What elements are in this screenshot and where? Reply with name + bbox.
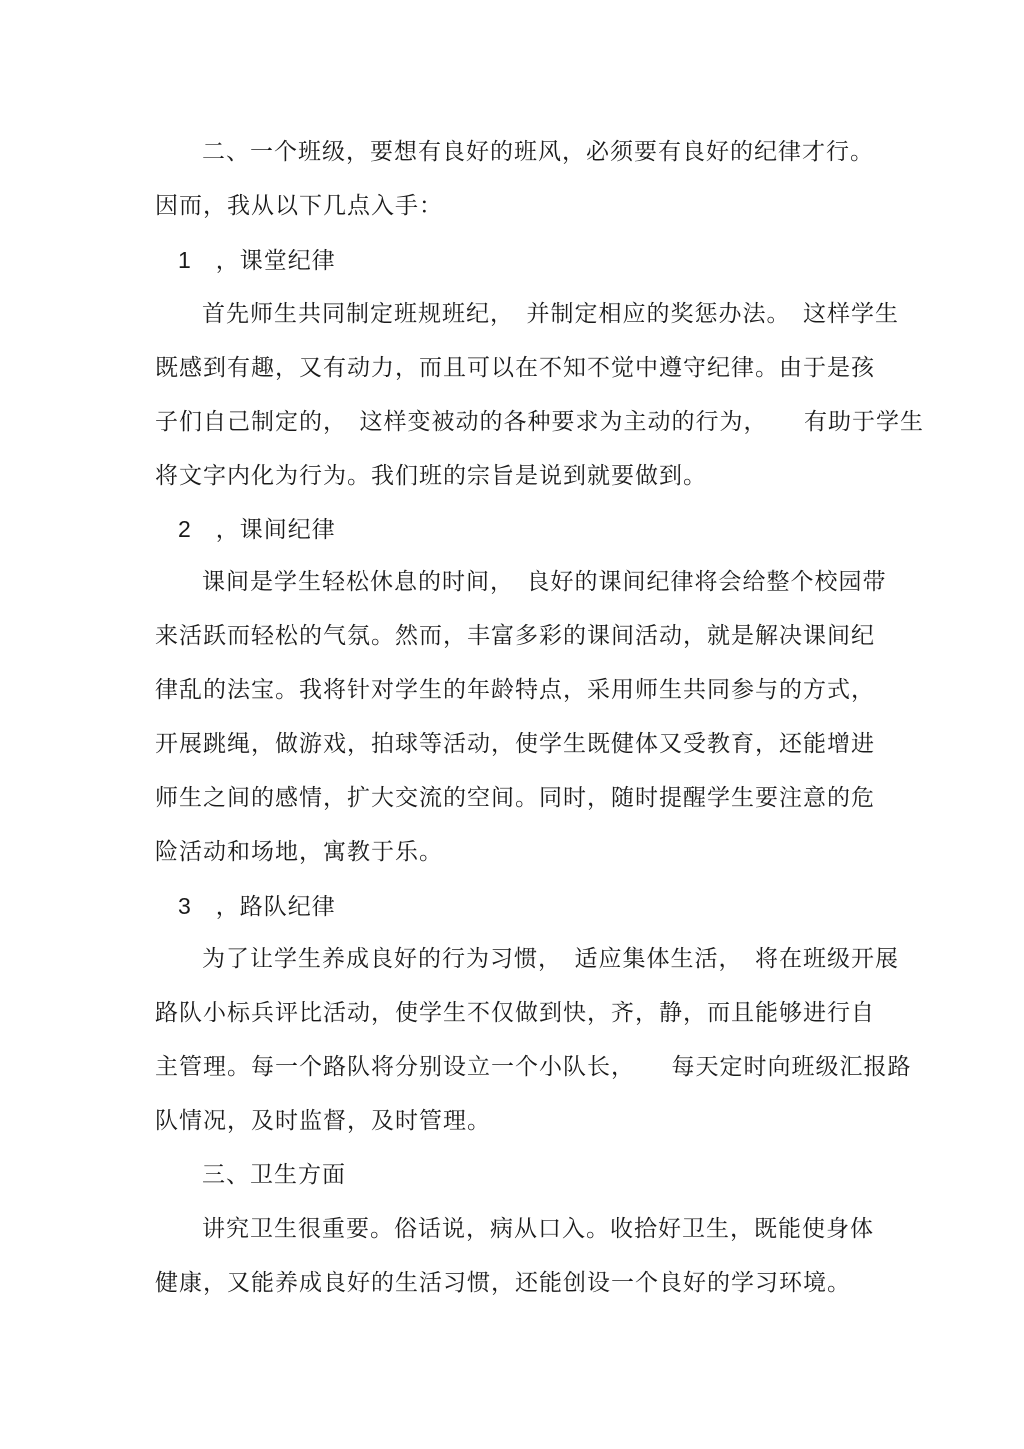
paragraph-line: 师生之间的感情，扩大交流的空间。同时，随时提醒学生要注意的危 [155, 785, 875, 811]
paragraph-line: 将文字内化为行为。我们班的宗旨是说到就要做到。 [155, 463, 707, 489]
paragraph-line: 主管理。每一个路队将分别设立一个小队长， 每天定时向班级汇报路 [155, 1054, 912, 1080]
section-heading: 三、卫生方面 [202, 1162, 346, 1188]
paragraph-line: 开展跳绳，做游戏，拍球等活动，使学生既健体又受教育，还能增进 [155, 731, 875, 757]
paragraph-line: 子们自己制定的， 这样变被动的各种要求为主动的行为， 有助于学生 [155, 409, 924, 435]
paragraph-line: 健康，又能养成良好的生活习惯，还能创设一个良好的学习环境。 [155, 1270, 851, 1296]
paragraph-line: 二、一个班级，要想有良好的班风，必须要有良好的纪律才行。 [202, 139, 874, 165]
paragraph-line: 讲究卫生很重要。俗话说，病从口入。收拾好卫生，既能使身体 [202, 1216, 874, 1242]
paragraph-line: 既感到有趣，又有动力，而且可以在不知不觉中遵守纪律。由于是孩 [155, 355, 875, 381]
paragraph-line: 首先师生共同制定班规班纪， 并制定相应的奖惩办法。 这样学生 [202, 301, 899, 327]
paragraph-line: 因而，我从以下几点入手： [155, 193, 443, 219]
section-heading: 1 ，课堂纪律 [178, 247, 336, 273]
paragraph-line: 队情况，及时监督，及时管理。 [155, 1108, 491, 1134]
paragraph-line: 险活动和场地，寓教于乐。 [155, 839, 443, 865]
paragraph-line: 来活跃而轻松的气氛。然而，丰富多彩的课间活动，就是解决课间纪 [155, 623, 875, 649]
paragraph-line: 为了让学生养成良好的行为习惯， 适应集体生活， 将在班级开展 [202, 946, 899, 972]
paragraph-line: 课间是学生轻松休息的时间， 良好的课间纪律将会给整个校园带 [202, 569, 887, 595]
section-heading: 2 ，课间纪律 [178, 516, 336, 542]
paragraph-line: 路队小标兵评比活动，使学生不仅做到快，齐，静，而且能够进行自 [155, 1000, 875, 1026]
section-heading: 3 ，路队纪律 [178, 893, 336, 919]
paragraph-line: 律乱的法宝。我将针对学生的年龄特点，采用师生共同参与的方式， [155, 677, 875, 703]
